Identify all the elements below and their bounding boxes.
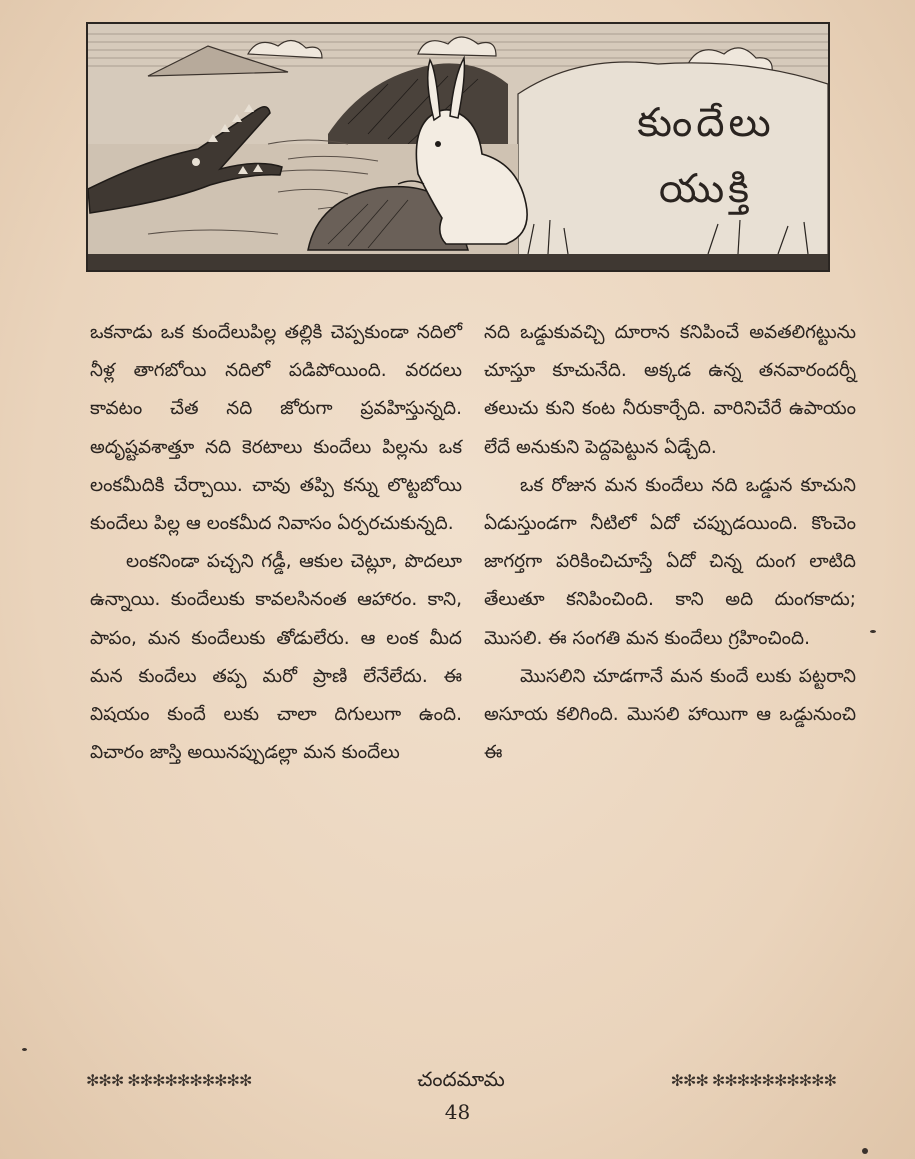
paper-speck [22,1048,27,1051]
right-column [484,314,856,772]
paragraph-5: మొసలిని చూడగానే మన కుందే లుకు పట్టరాని అసూయ కలిగింది. మొసలి హాయిగా ఆ ఒడ్డునుంచి ఈ [484,665,856,764]
footer-ornament-left: ✻✻✻ ✻✻✻✻✻✻✻✻✻✻ [86,1071,252,1090]
paper-speck [870,630,876,633]
story-title [586,90,826,240]
paper-speck [862,1148,868,1154]
paragraph-2: లంకనిండా పచ్చని గడ్డీ, ఆకుల చెట్లూ, పొదలూ ఉన్నాయి. కుందేలుకు కావలసినంత ఆహారం. కాని, పాపం, మన కుందేలుకు తోడులేరు. ఆ లంక మీద మన కుందేలు తప్ప మరో ప్రాణి లేనేలేదు. ఈ విషయం కుందే లుకు చాలా దిగులుగా ఉంది. విచారం జాస్తి అయినప్పుడల్లా మన కుందేలు [90,551,462,764]
magazine-name: చందమామ [417,1066,505,1091]
header-illustration [86,22,830,272]
footer-ornament-right: ✻✻✻ ✻✻✻✻✻✻✻✻✻✻ [670,1071,836,1090]
title-line-1: కుందేలు [637,100,775,146]
paragraph-3: నది ఒడ్డుకువచ్చి దూరాన కనిపించే అవతలిగట్టును చూస్తూ కూచునేది. అక్కడ ఉన్న తనవారందర్నీ తలుచు కుని కంట నీరుకార్చేది. వారినిచేరే ఉపాయం లేదే అనుకుని పెద్దపెట్టున ఏడ్చేది. [484,322,856,458]
left-column [90,314,462,772]
paragraph-1: ఒకనాడు ఒక కుందేలుపిల్ల తల్లికి చెప్పకుండా నదిలో నీళ్ల తాగబోయి నదిలో పడిపోయింది. వరదలు కావటం చేత నది జోరుగా ప్రవహిస్తున్నది. అదృష్టవశాత్తూ నది కెరటాలు కుందేలు పిల్లను ఒక లంకమీదికి చేర్చాయి. చావు తప్పి కన్ను లొట్టబోయి కుందేలు పిల్ల ఆ లంకమీద నివాసం ఏర్పరచుకున్నది. [90,322,462,535]
footer-bar [86,1064,836,1098]
page-number: 48 [444,1100,471,1124]
title-line-2: యుక్తి [658,166,754,212]
paragraph-4: ఒక రోజున మన కుందేలు నది ఒడ్డున కూచుని ఏడుస్తుండగా నీటిలో ఏదో చప్పుడయింది. కొంచెం జాగర్తగా పరికించిచూస్తే ఏదో చిన్న దుంగ లాటిది తేలుతూ కనిపించింది. కాని అది దుంగకాదు; మొసలి. ఈ సంగతి మన కుందేలు గ్రహించింది. [484,474,856,649]
